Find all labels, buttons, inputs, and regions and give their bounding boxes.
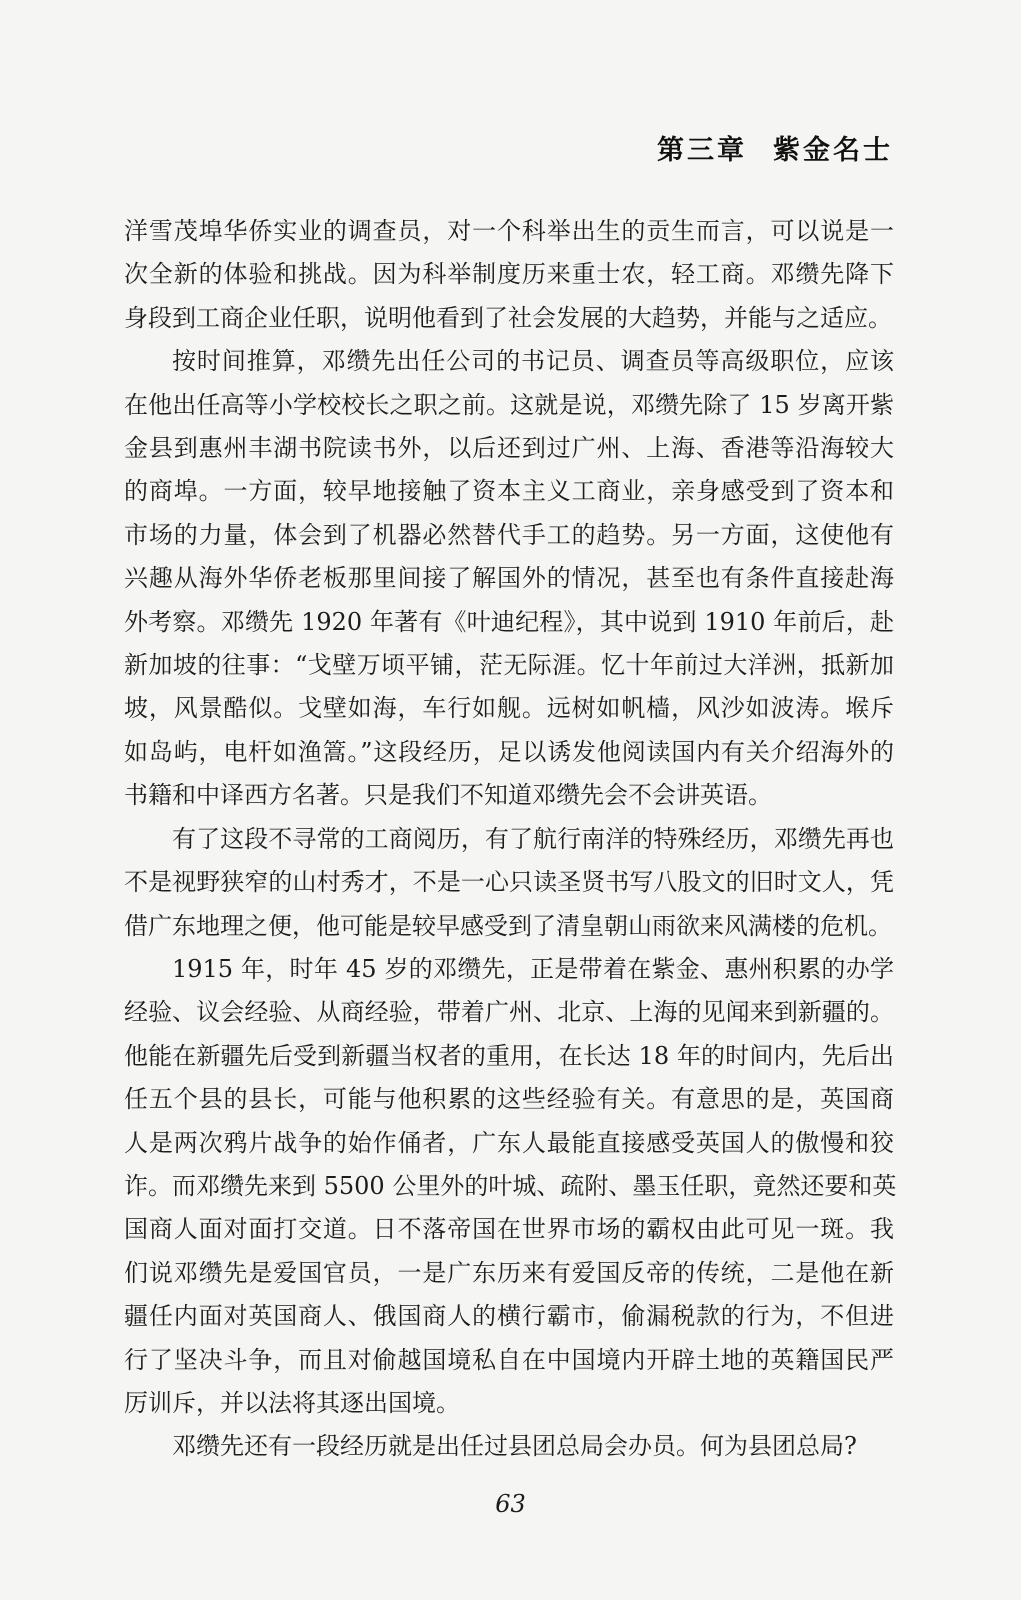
text-line: 经验、议会经验、从商经验，带着广州、北京、上海的见闻来到新疆的。	[124, 998, 894, 1027]
text-line: 的商埠。一方面，较早地接触了资本主义工商业，亲身感受到了资本和	[124, 477, 894, 506]
text-line: 次全新的体验和挑战。因为科举制度历来重士农，轻工商。邓缵先降下	[124, 260, 894, 289]
paragraph	[124, 1425, 894, 1468]
text-line: 们说邓缵先是爱国官员，一是广东历来有爱国反帝的传统，二是他在新	[124, 1258, 894, 1287]
text-line: 人是两次鸦片战争的始作俑者，广东人最能直接感受英国人的傲慢和狡	[124, 1128, 894, 1157]
paragraph	[124, 818, 894, 948]
text-line: 他能在新疆先后受到新疆当权者的重用，在长达 18 年的时间内，先后出	[124, 1041, 894, 1070]
text-line: 国商人面对面打交道。日不落帝国在世界市场的霸权由此可见一斑。我	[124, 1215, 894, 1244]
text-line: 借广东地理之便，他可能是较早感受到了清皇朝山雨欲来风满楼的危机。	[124, 911, 892, 940]
body-text	[124, 210, 897, 1469]
text-line: 金县到惠州丰湖书院读书外，以后还到过广州、上海、香港等沿海较大	[124, 434, 894, 463]
text-line: 按时间推算，邓缵先出任公司的书记员、调查员等高级职位，应该	[172, 347, 894, 376]
text-line: 邓缵先还有一段经历就是出任过县团总局会办员。何为县团总局?	[172, 1432, 857, 1461]
text-line: 1915 年，时年 45 岁的邓缵先，正是带着在紫金、惠州积累的办学	[172, 954, 894, 983]
text-line: 有了这段不寻常的工商阅历，有了航行南洋的特殊经历，邓缵先再也	[172, 824, 894, 853]
text-line: 疆任内面对英国商人、俄国商人的横行霸市，偷漏税款的行为，不但进	[124, 1302, 894, 1331]
text-line: 诈。而邓缵先来到 5500 公里外的叶城、疏附、墨玉任职，竟然还要和英	[124, 1171, 897, 1200]
chapter-number: 第三章	[657, 135, 747, 166]
paragraph	[124, 210, 894, 340]
text-line: 外考察。邓缵先 1920 年著有《叶迪纪程》，其中说到 1910 年前后，赴	[124, 607, 894, 636]
text-line: 任五个县的县长，可能与他积累的这些经验有关。有意思的是，英国商	[124, 1085, 894, 1114]
text-line: 新加坡的往事：“戈壁万顷平铺，茫无际涯。忆十年前过大洋洲，抵新加	[124, 651, 894, 680]
text-line: 如岛屿，电杆如渔篙。”这段经历，足以诱发他阅读国内有关介绍海外的	[124, 737, 894, 766]
text-line: 厉训斥，并以法将其逐出国境。	[124, 1388, 460, 1417]
text-line: 兴趣从海外华侨老板那里间接了解国外的情况，甚至也有条件直接赴海	[124, 564, 894, 593]
page-number: 63	[495, 1490, 526, 1518]
text-line: 在他出任高等小学校校长之职之前。这就是说，邓缵先除了 15 岁离开紫	[124, 390, 894, 419]
text-line: 不是视野狭窄的山村秀才，不是一心只读圣贤书写八股文的旧时文人，凭	[124, 868, 894, 897]
text-line: 书籍和中译西方名著。只是我们不知道邓缵先会不会讲英语。	[124, 781, 772, 810]
text-line: 行了坚决斗争，而且对偷越国境私自在中国境内开辟土地的英籍国民严	[124, 1345, 894, 1374]
text-line: 身段到工商企业任职，说明他看到了社会发展的大趋势，并能与之适应。	[124, 303, 892, 332]
text-line: 洋雪茂埠华侨实业的调查员，对一个科举出生的贡生而言，可以说是一	[124, 217, 894, 245]
running-header	[657, 128, 893, 167]
text-line: 坡，风景酷似。戈壁如海，车行如舰。远树如帆樯，风沙如波涛。堠斥	[124, 694, 894, 723]
paragraph	[124, 948, 897, 1425]
paragraph	[124, 340, 894, 817]
text-line: 市场的力量，体会到了机器必然替代手工的趋势。另一方面，这使他有	[124, 520, 894, 549]
chapter-title: 紫金名士	[773, 135, 893, 166]
